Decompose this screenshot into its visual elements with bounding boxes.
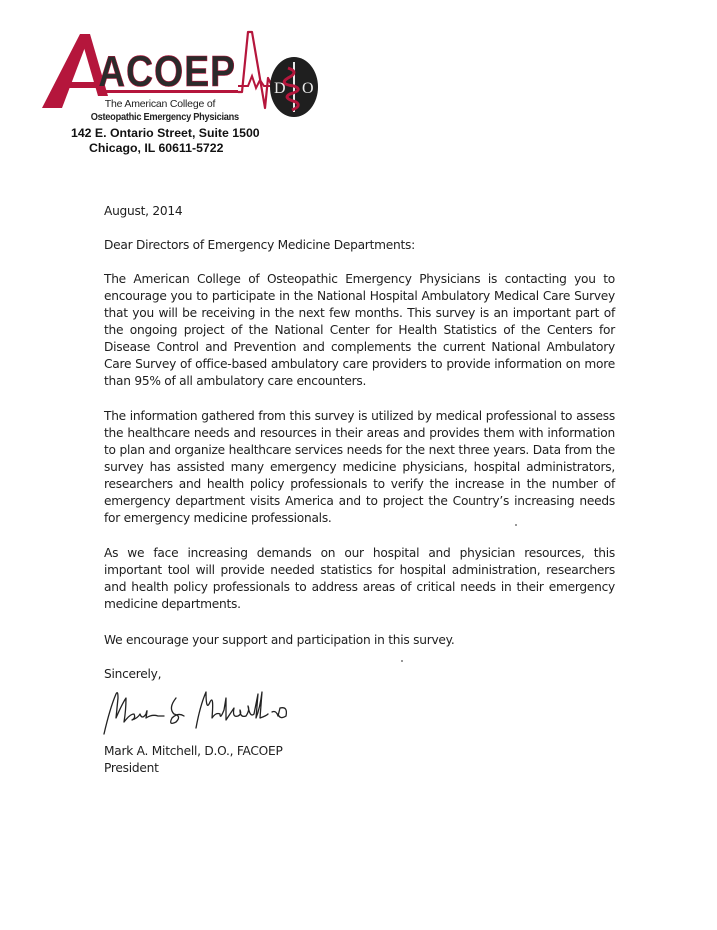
signature [102, 688, 322, 738]
paragraph-1: The American College of Osteopathic Emergency Physicians is contacting you to encourage you to participate in the National Hospital Ambulatory Medical Care Survey that you will be receiving in the next few months. This survey is an important part of the ongoing project of the National Center for Health Statistics of the Centers for Disease Control and Prevention and complements the current National Ambulatory Care Survey of office-based ambulatory care providers to provide information on more than 95% of all ambulatory care encounters. [104, 272, 615, 388]
svg-text:O: O [302, 80, 314, 97]
svg-text:D: D [274, 80, 286, 97]
org-name-line2: Osteopathic Emergency Physicians [90, 111, 239, 123]
scan-speck [401, 660, 403, 662]
scan-speck [515, 524, 517, 526]
letter-date: August, 2014 [104, 204, 183, 218]
address-line2: Chicago, IL 60611-5722 [89, 141, 224, 155]
signer-name: Mark A. Mitchell, D.O., FACOEP [104, 744, 283, 758]
signer-title: President [104, 761, 159, 775]
paragraph-4: We encourage your support and participation in this survey. [104, 633, 455, 647]
address-line1: 142 E. Ontario Street, Suite 1500 [71, 126, 260, 140]
closing: Sincerely, [104, 667, 162, 681]
letterhead [0, 0, 717, 170]
salutation: Dear Directors of Emergency Medicine Departments: [104, 238, 415, 252]
paragraph-2: The information gathered from this survey is utilized by medical professional to assess the healthcare needs and resources in their areas and provides them with information to plan and organize healthcare services needs for the next three years. Data from the survey has assisted many emergency medicine physicians, hospital administrators, researchers and health policy professionals to verify the increase in the number of emergency department visits America and to project the Country’s increasing needs for emergency medicine professionals. [104, 409, 615, 525]
logo-text: ACOEP [98, 47, 236, 96]
paragraph-3: As we face increasing demands on our hospital and physician resources, this important tool will provide needed statistics for hospital administration, researchers and health policy professionals to address areas of critical needs in their emergency medicine departments. [104, 546, 615, 611]
org-name-line1: The American College of [104, 98, 216, 110]
